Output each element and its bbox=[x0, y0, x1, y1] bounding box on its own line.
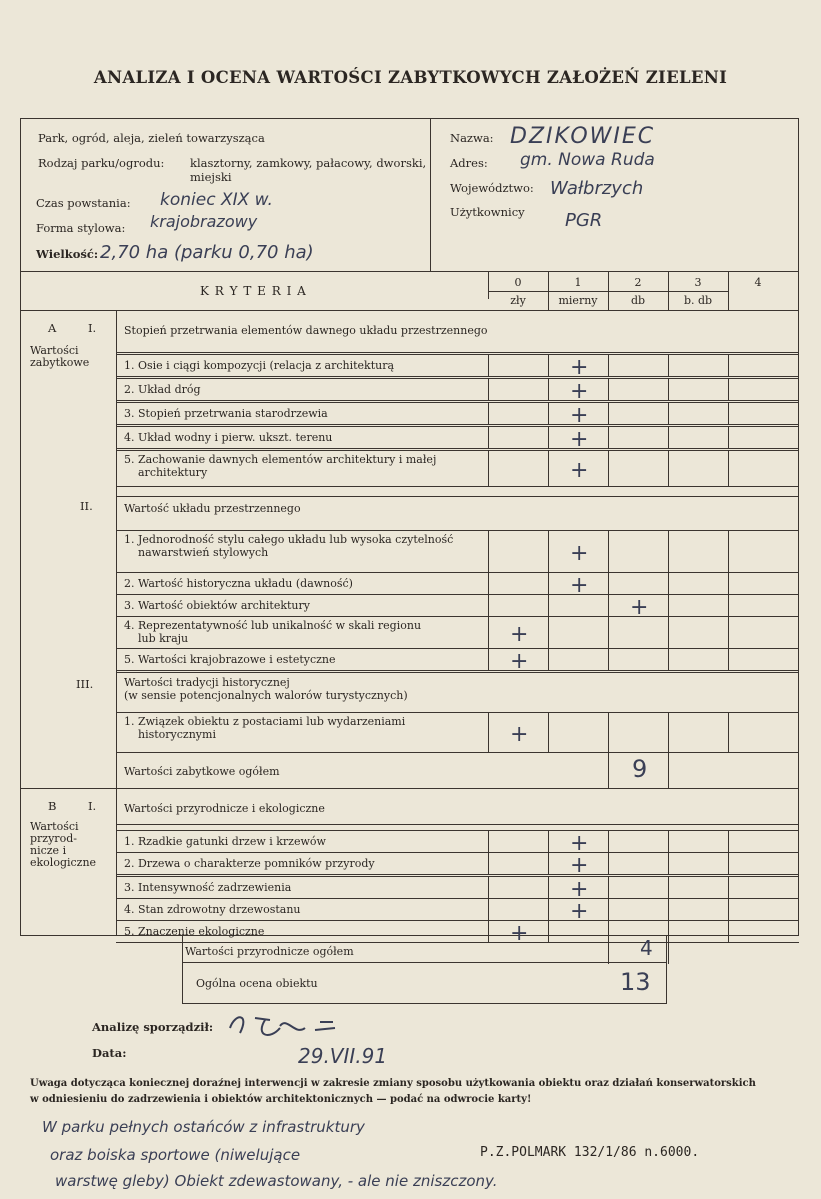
section-b-label-3: nicze i bbox=[30, 844, 67, 857]
row-top-line bbox=[116, 450, 799, 451]
column-line bbox=[608, 354, 609, 376]
signature bbox=[225, 1008, 355, 1048]
column-line bbox=[488, 450, 489, 486]
column-line bbox=[608, 830, 609, 852]
row-bottom-line bbox=[116, 670, 799, 671]
column-line bbox=[668, 450, 669, 486]
column-line bbox=[548, 378, 549, 400]
column-line bbox=[488, 378, 489, 400]
criterion-label: 1. Jednorodność stylu całego układu lub wysoka czytelność bbox=[124, 533, 454, 546]
data-value: 29.VII.91 bbox=[298, 1044, 388, 1068]
column-line bbox=[608, 426, 609, 448]
group-line bbox=[116, 672, 799, 673]
column-line bbox=[668, 594, 669, 616]
column-line bbox=[488, 594, 489, 616]
column-line bbox=[728, 594, 729, 616]
header-bottom-line bbox=[20, 310, 799, 311]
column-line bbox=[548, 426, 549, 448]
group-a3-title-2: (w sensie potencjonalnych walorów turystycznych) bbox=[124, 689, 408, 702]
column-line bbox=[608, 898, 609, 920]
forma-label: Forma stylowa: bbox=[36, 221, 126, 235]
column-line bbox=[728, 354, 729, 376]
column-line bbox=[668, 354, 669, 376]
rating-check-mark: + bbox=[510, 722, 529, 747]
rodzaj-options-2: miejski bbox=[190, 170, 232, 184]
handwritten-note-2: oraz boiska sportowe (niwelujące bbox=[50, 1146, 301, 1164]
group-b1-title: Wartości przyrodnicze i ekologiczne bbox=[124, 802, 325, 815]
adres-label: Adres: bbox=[450, 156, 488, 170]
row-bottom-line bbox=[116, 400, 799, 401]
column-line bbox=[668, 898, 669, 920]
rating-check-mark: + bbox=[570, 573, 589, 598]
row-top-line bbox=[116, 712, 799, 713]
overall-right-line bbox=[666, 936, 667, 964]
criterion-label: 2. Drzewa o charakterze pomników przyrody bbox=[124, 856, 375, 870]
group-a3-title: Wartości tradycji historycznej bbox=[124, 676, 290, 689]
column-line bbox=[728, 426, 729, 448]
row-top-line bbox=[116, 648, 799, 649]
col-line-3-head bbox=[668, 271, 669, 310]
overall-left-line bbox=[182, 936, 183, 964]
column-line bbox=[548, 616, 549, 648]
criterion-label: 4. Reprezentatywność lub unikalność w skali regionu bbox=[124, 619, 422, 632]
rating-check-mark: + bbox=[570, 877, 589, 902]
col-3-num: 3 bbox=[694, 276, 702, 289]
uzytkownicy-label: Użytkownicy bbox=[450, 205, 525, 219]
criterion-label: 5. Wartości krajobrazowe i estetyczne bbox=[124, 652, 336, 666]
col-3-label: b. db bbox=[683, 294, 713, 307]
column-line bbox=[728, 450, 729, 486]
criterion-label: 5. Znaczenie ekologiczne bbox=[124, 924, 265, 938]
row-top-line bbox=[116, 830, 799, 831]
criterion-label: 5. Zachowanie dawnych elementów architektury i małej bbox=[124, 453, 437, 466]
group-a1-title: Stopień przetrwania elementów dawnego układu przestrzennego bbox=[124, 324, 488, 337]
wielkosc-label: Wielkość: bbox=[36, 247, 99, 261]
total-col-line bbox=[608, 752, 609, 788]
rating-check-mark: + bbox=[570, 831, 589, 856]
column-line bbox=[548, 898, 549, 920]
column-line bbox=[608, 616, 609, 648]
column-line bbox=[728, 712, 729, 752]
column-line bbox=[608, 920, 609, 942]
column-line bbox=[608, 594, 609, 616]
criterion-label-cont: nawarstwień stylowych bbox=[138, 546, 269, 559]
column-line bbox=[488, 426, 489, 448]
column-line bbox=[728, 530, 729, 572]
row-top-line bbox=[116, 594, 799, 595]
row-bottom-line bbox=[116, 448, 799, 449]
column-line bbox=[728, 852, 729, 874]
row-bottom-line bbox=[116, 942, 799, 943]
col-4-num: 4 bbox=[754, 276, 762, 289]
criterion-label-cont: architektury bbox=[138, 466, 208, 479]
czas-value: koniec XIX w. bbox=[160, 190, 273, 210]
column-line bbox=[668, 876, 669, 898]
row-bottom-line bbox=[116, 874, 799, 875]
criterion-label: 3. Stopień przetrwania starodrzewia bbox=[124, 406, 328, 420]
column-line bbox=[488, 648, 489, 670]
rodzaj-options: klasztorny, zamkowy, pałacowy, dworski, bbox=[190, 156, 427, 170]
section-b-letter: B bbox=[48, 799, 57, 813]
uzytkownicy-value: PGR bbox=[565, 210, 603, 231]
column-line bbox=[608, 402, 609, 424]
column-line bbox=[608, 712, 609, 752]
row-bottom-line bbox=[116, 486, 799, 487]
col-line-0-head bbox=[488, 271, 489, 299]
column-line bbox=[728, 402, 729, 424]
total-row-top-line bbox=[116, 752, 799, 753]
overall-label: Ogólna ocena obiektu bbox=[196, 977, 318, 990]
column-line bbox=[548, 450, 549, 486]
criterion-label-cont: historycznymi bbox=[138, 728, 216, 741]
section-a-total-value: 9 bbox=[632, 755, 648, 783]
column-line bbox=[488, 876, 489, 898]
criterion-label-cont: lub kraju bbox=[138, 632, 189, 645]
row-top-line bbox=[116, 852, 799, 853]
col-line-4-head bbox=[728, 271, 729, 310]
criterion-label: 4. Stan zdrowotny drzewostanu bbox=[124, 902, 301, 916]
column-line bbox=[548, 712, 549, 752]
handwritten-note-3: warstwę gleby) Obiekt zdewastowany, - ale nie zniszczony. bbox=[55, 1172, 498, 1190]
column-line bbox=[668, 920, 669, 942]
group-a2-roman: II. bbox=[80, 499, 93, 513]
column-line bbox=[668, 572, 669, 594]
column-line bbox=[668, 426, 669, 448]
row-line bbox=[116, 352, 799, 353]
col-0-label: zły bbox=[510, 294, 526, 307]
column-line bbox=[668, 830, 669, 852]
column-line bbox=[488, 354, 489, 376]
col-1-label: mierny bbox=[558, 294, 598, 307]
group-a2-title: Wartość układu przestrzennego bbox=[124, 502, 301, 515]
row-top-line bbox=[116, 354, 799, 355]
czas-label: Czas powstania: bbox=[36, 196, 131, 210]
total-col-line bbox=[668, 942, 669, 964]
row-top-line bbox=[116, 402, 799, 403]
handwritten-note-1: W parku pełnych ostańców z infrastruktury bbox=[42, 1118, 365, 1136]
group-a3-roman: III. bbox=[76, 677, 94, 691]
info-divider bbox=[430, 118, 431, 271]
column-line bbox=[548, 648, 549, 670]
page-title: ANALIZA I OCENA WARTOŚCI ZABYTKOWYCH ZAŁOŻEŃ ZIELENI bbox=[93, 68, 728, 87]
rodzaj-label: Rodzaj parku/ogrodu: bbox=[38, 156, 165, 170]
section-a-roman: I. bbox=[88, 321, 97, 335]
section-b-label-2: przyrod- bbox=[30, 832, 77, 845]
section-a-letter: A bbox=[48, 321, 57, 335]
rating-check-mark: + bbox=[570, 379, 589, 404]
park-types: Park, ogród, aleja, zieleń towarzysząca bbox=[38, 131, 265, 145]
column-line bbox=[608, 852, 609, 874]
rating-check-mark: + bbox=[570, 355, 589, 380]
rating-check-mark: + bbox=[570, 427, 589, 452]
criterion-label: 3. Intensywność zadrzewienia bbox=[124, 880, 292, 894]
rating-check-mark: + bbox=[570, 458, 589, 483]
print-code: P.Z.POLMARK 132/1/86 n.6000. bbox=[480, 1145, 700, 1160]
column-line bbox=[728, 920, 729, 942]
rating-check-mark: + bbox=[510, 622, 529, 647]
overall-value: 13 bbox=[620, 968, 651, 996]
label-col-line bbox=[116, 310, 117, 936]
column-line bbox=[548, 852, 549, 874]
column-line bbox=[668, 852, 669, 874]
column-line bbox=[488, 898, 489, 920]
row-bottom-line bbox=[116, 424, 799, 425]
col-line-1-head bbox=[548, 271, 549, 310]
forma-value: krajobrazowy bbox=[150, 212, 258, 231]
column-line bbox=[488, 712, 489, 752]
column-line bbox=[488, 402, 489, 424]
criterion-label: 2. Układ dróg bbox=[124, 382, 201, 396]
column-line bbox=[668, 530, 669, 572]
column-line bbox=[548, 876, 549, 898]
section-b-total-label: Wartości przyrodnicze ogółem bbox=[185, 945, 354, 958]
column-line bbox=[668, 378, 669, 400]
column-line bbox=[608, 876, 609, 898]
section-b-label-4: ekologiczne bbox=[30, 856, 97, 869]
criterion-label: 1. Rzadkie gatunki drzew i krzewów bbox=[124, 834, 326, 848]
column-line bbox=[548, 830, 549, 852]
column-line bbox=[608, 530, 609, 572]
column-line bbox=[488, 530, 489, 572]
col-2-num: 2 bbox=[634, 276, 642, 289]
group-line bbox=[116, 824, 799, 825]
data-label: Data: bbox=[92, 1046, 127, 1060]
column-line bbox=[488, 572, 489, 594]
column-line bbox=[668, 402, 669, 424]
wojewodztwo-value: Wałbrzych bbox=[550, 178, 644, 199]
wojewodztwo-label: Województwo: bbox=[450, 181, 534, 195]
kryteria-header: K R Y T E R I A bbox=[200, 284, 307, 298]
column-line bbox=[548, 594, 549, 616]
row-top-line bbox=[116, 898, 799, 899]
criterion-label: 1. Osie i ciągi kompozycji (relacja z architekturą bbox=[124, 358, 395, 372]
column-line bbox=[728, 876, 729, 898]
column-line bbox=[548, 920, 549, 942]
column-line bbox=[728, 572, 729, 594]
column-line bbox=[728, 616, 729, 648]
section-b-label: Wartości bbox=[30, 820, 79, 833]
column-line bbox=[608, 378, 609, 400]
total-col-line bbox=[608, 942, 609, 964]
criterion-label: 3. Wartość obiektów architektury bbox=[124, 598, 310, 612]
section-a-total-label: Wartości zabytkowe ogółem bbox=[124, 765, 280, 778]
column-line bbox=[608, 450, 609, 486]
analize-label: Analizę sporządził: bbox=[92, 1020, 214, 1034]
column-line bbox=[728, 378, 729, 400]
rating-check-mark: + bbox=[510, 921, 529, 946]
criterion-label: 1. Związek obiektu z postaciami lub wydarzeniami bbox=[124, 715, 406, 728]
column-line bbox=[728, 648, 729, 670]
rating-check-mark: + bbox=[510, 649, 529, 674]
rating-check-mark: + bbox=[630, 595, 649, 620]
column-line bbox=[488, 616, 489, 648]
row-top-line bbox=[116, 920, 799, 921]
column-line bbox=[548, 572, 549, 594]
section-b-top-line bbox=[20, 788, 799, 789]
group-line bbox=[116, 496, 799, 497]
rating-check-mark: + bbox=[570, 541, 589, 566]
column-line bbox=[488, 852, 489, 874]
col-line-2-head bbox=[608, 271, 609, 310]
section-b-roman: I. bbox=[88, 799, 97, 813]
row-top-line bbox=[116, 876, 799, 877]
col-0-num: 0 bbox=[514, 276, 522, 289]
adres-value: gm. Nowa Ruda bbox=[520, 150, 655, 170]
column-line bbox=[608, 648, 609, 670]
criterion-label: 2. Wartość historyczna układu (dawność) bbox=[124, 576, 353, 590]
nazwa-label: Nazwa: bbox=[450, 131, 494, 145]
section-a-label: Wartości bbox=[30, 344, 79, 357]
nazwa-value: DZIKOWIEC bbox=[510, 124, 656, 149]
row-top-line bbox=[116, 426, 799, 427]
wielkosc-value: 2,70 ha (parku 0,70 ha) bbox=[100, 242, 314, 263]
column-line bbox=[548, 530, 549, 572]
column-line bbox=[668, 712, 669, 752]
column-line bbox=[608, 572, 609, 594]
total-col-line bbox=[668, 752, 669, 788]
column-line bbox=[548, 402, 549, 424]
uwaga-line1: Uwaga dotycząca koniecznej doraźnej interwencji w zakresie zmiany sposobu użytkowania obiektu oraz działań konserwatorskich bbox=[30, 1078, 756, 1089]
section-b-total-value: 4 bbox=[640, 936, 653, 960]
column-line bbox=[548, 354, 549, 376]
row-top-line bbox=[116, 572, 799, 573]
rating-check-mark: + bbox=[570, 899, 589, 924]
column-line bbox=[728, 898, 729, 920]
rating-check-mark: + bbox=[570, 853, 589, 878]
section-a-label-2: zabytkowe bbox=[30, 356, 90, 369]
column-line bbox=[668, 616, 669, 648]
criterion-label: 4. Układ wodny i pierw. ukszt. terenu bbox=[124, 430, 333, 444]
col-1-num: 1 bbox=[574, 276, 582, 289]
col-2-label: db bbox=[630, 294, 646, 307]
column-line bbox=[728, 830, 729, 852]
uwaga-line2: w odniesieniu do zadrzewienia i obiektów architektonicznych — podać na odwrocie karty! bbox=[30, 1094, 532, 1105]
row-bottom-line bbox=[116, 376, 799, 377]
row-top-line bbox=[116, 530, 799, 531]
column-line bbox=[488, 830, 489, 852]
header-top-line bbox=[20, 271, 799, 272]
row-top-line bbox=[116, 616, 799, 617]
column-line bbox=[668, 648, 669, 670]
column-line bbox=[488, 920, 489, 942]
row-top-line bbox=[116, 378, 799, 379]
rating-check-mark: + bbox=[570, 403, 589, 428]
